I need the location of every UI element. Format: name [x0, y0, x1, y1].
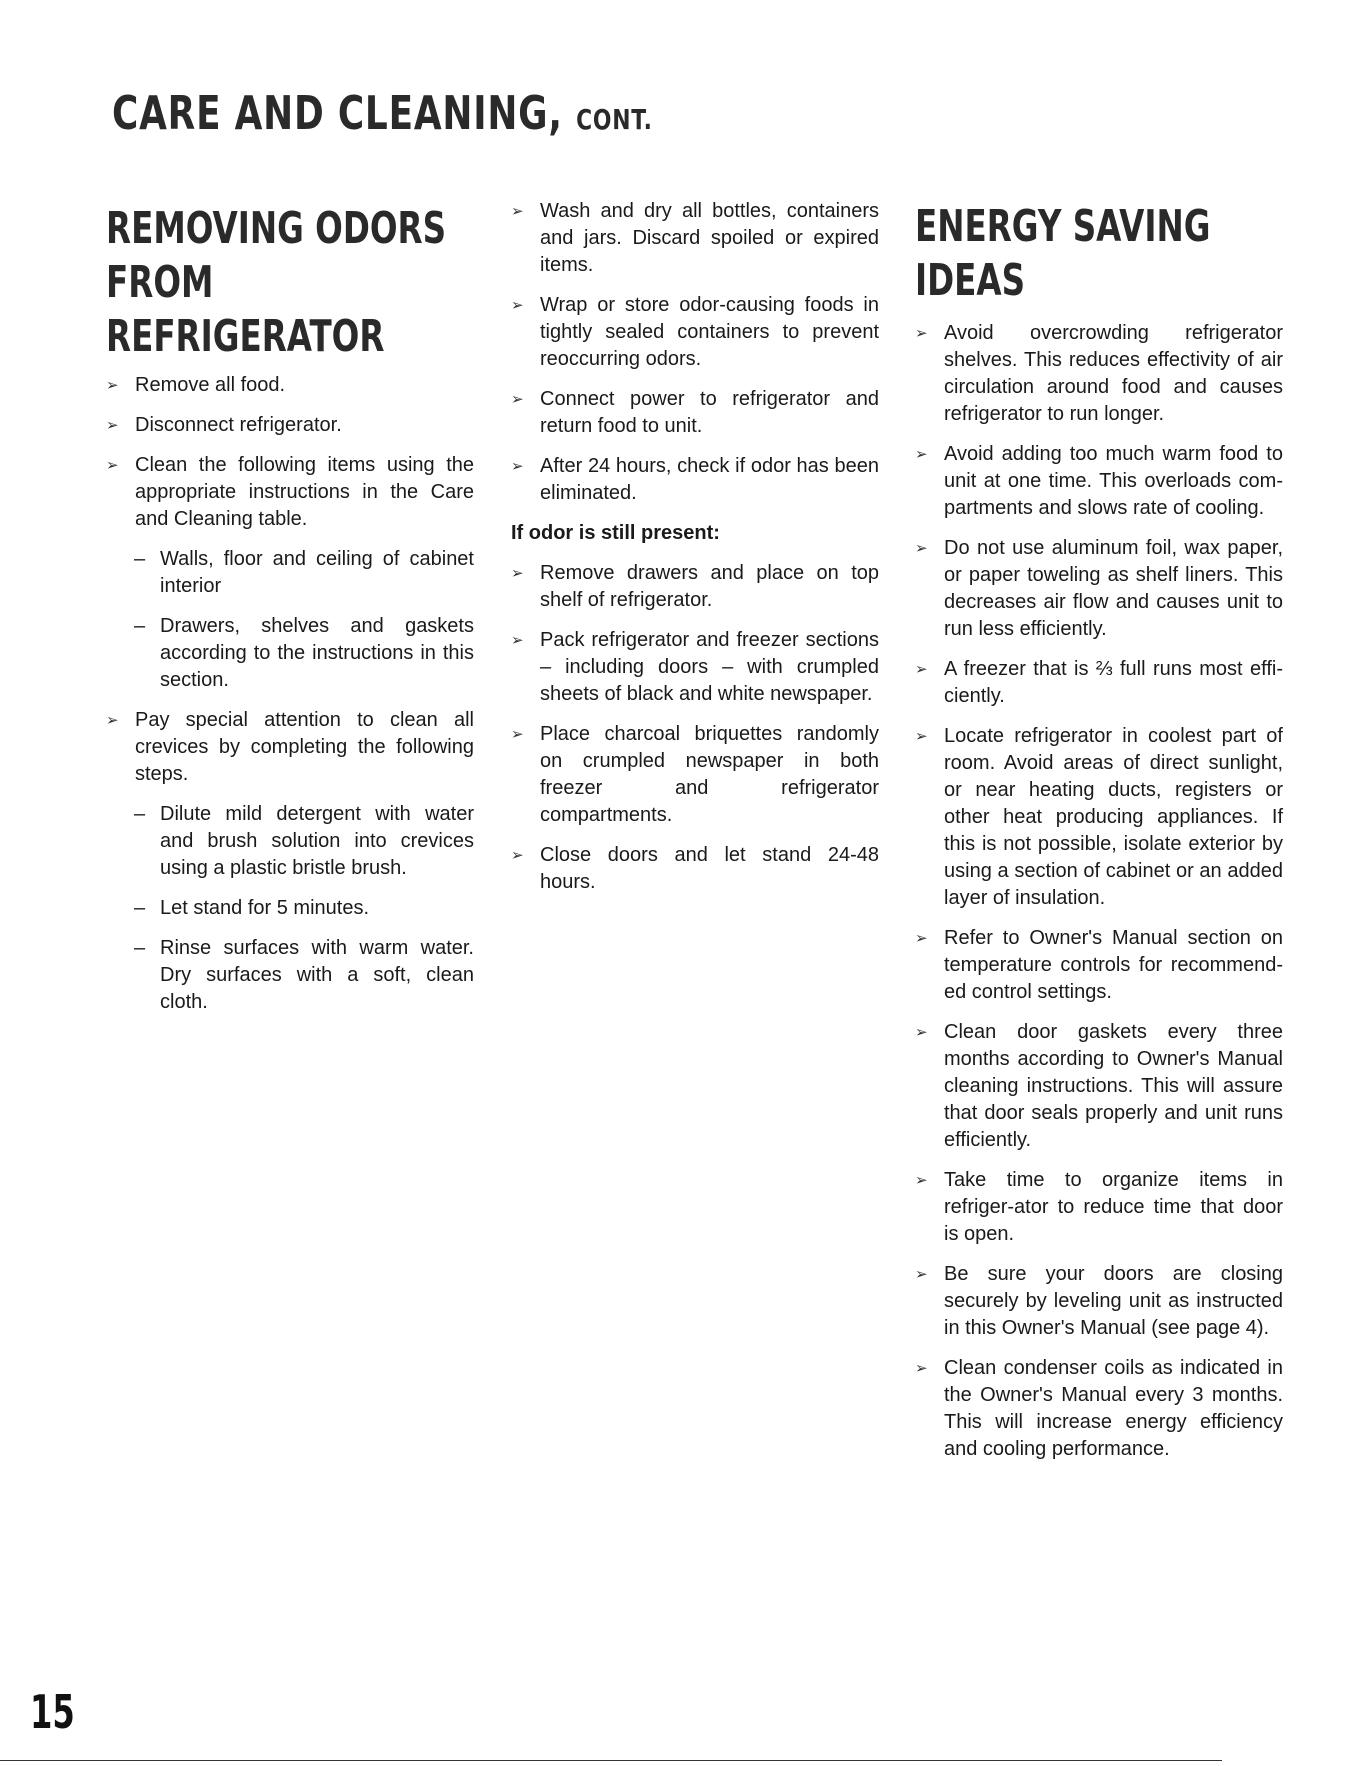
dash-icon: – — [134, 548, 146, 570]
odor-steps-list — [511, 198, 879, 507]
list-item — [106, 452, 474, 533]
arrow-bullet-icon: ➢ — [915, 728, 928, 745]
arrow-bullet-icon: ➢ — [106, 457, 119, 474]
arrow-bullet-icon: ➢ — [915, 1024, 928, 1041]
bottom-rule — [0, 1760, 1222, 1761]
list-item-text: Drawers, shelves and gaskets according to the instructions in this section. — [160, 615, 474, 691]
list-item — [106, 412, 474, 439]
arrow-bullet-icon: ➢ — [511, 458, 524, 475]
list-item-text: Walls, floor and ceiling of cabinet interior — [160, 548, 474, 597]
list-item — [915, 441, 1283, 522]
list-item-text: Locate refrigerator in coolest part of room. Avoid areas of direct sunlight, or near heating ducts, registers or other heat producing appliances. If this is not possible, isolate exterior by using a section of cabinet or an added layer of insulation. — [944, 725, 1283, 909]
removing-odors-heading: REMOVING ODORS FROM REFRIGERATOR — [106, 203, 447, 362]
sub-list-item — [106, 895, 474, 922]
arrow-bullet-icon: ➢ — [106, 377, 119, 394]
list-item-text: Connect power to refrigerator and return food to unit. — [540, 388, 879, 437]
arrow-bullet-icon: ➢ — [915, 1360, 928, 1377]
list-item — [511, 627, 879, 708]
list-item-text: Disconnect refrigerator. — [135, 414, 342, 436]
removing-odors-list — [106, 372, 474, 1016]
page-number: 15 — [30, 1685, 75, 1739]
list-item — [511, 198, 879, 279]
list-item-text: Dilute mild detergent with water and brush solution into crevices using a plastic bristle brush. — [160, 803, 474, 879]
dash-icon: – — [134, 937, 146, 959]
odor-still-present-list — [511, 560, 879, 896]
odor-still-present-subheading: If odor is still present: — [511, 522, 720, 544]
sub-list-item — [106, 935, 474, 1016]
list-item-text: Let stand for 5 minutes. — [160, 897, 370, 919]
list-item — [915, 535, 1283, 643]
arrow-bullet-icon: ➢ — [106, 712, 119, 729]
page-title-main: CARE AND CLEANING, — [112, 86, 563, 140]
arrow-bullet-icon: ➢ — [915, 446, 928, 463]
page-title-cont: CONT. — [576, 103, 653, 136]
arrow-bullet-icon: ➢ — [915, 1172, 928, 1189]
page-title — [112, 86, 653, 140]
list-item — [511, 453, 879, 507]
list-item-text: Remove drawers and place on top shelf of refrigerator. — [540, 562, 879, 611]
list-item — [915, 925, 1283, 1006]
list-item-text: Do not use aluminum foil, wax paper, or paper toweling as shelf liners. This decreases air flow and causes unit to run less efficiently. — [944, 537, 1283, 640]
arrow-bullet-icon: ➢ — [511, 203, 524, 220]
arrow-bullet-icon: ➢ — [511, 391, 524, 408]
arrow-bullet-icon: ➢ — [915, 1266, 928, 1283]
list-item-text: Rinse surfaces with warm water. Dry surfaces with a soft, clean cloth. — [160, 937, 474, 1013]
sub-list-item — [106, 613, 474, 694]
list-item-text: Refer to Owner's Manual section on temperature controls for recommend-ed control settings. — [944, 927, 1283, 1003]
list-item-text: Place charcoal briquettes randomly on crumpled newspaper in both freezer and refrigerator compartments. — [540, 723, 879, 826]
dash-icon: – — [134, 897, 146, 919]
list-item-text: Take time to organize items in refriger-ator to reduce time that door is open. — [944, 1169, 1283, 1245]
arrow-bullet-icon: ➢ — [511, 847, 524, 864]
list-item — [915, 1019, 1283, 1154]
list-item-text: Avoid adding too much warm food to unit at one time. This overloads com-partments and slows rate of cooling. — [944, 443, 1283, 519]
dash-icon: – — [134, 615, 146, 637]
arrow-bullet-icon: ➢ — [511, 726, 524, 743]
list-item-text: Clean condenser coils as indicated in the Owner's Manual every 3 months. This will increase energy efficiency and cooling performance. — [944, 1357, 1283, 1460]
list-item — [915, 1261, 1283, 1342]
energy-saving-list — [915, 320, 1283, 1463]
arrow-bullet-icon: ➢ — [106, 417, 119, 434]
list-item — [106, 707, 474, 788]
list-item-text: Pack refrigerator and freezer sections – including doors – with crumpled sheets of black and white newspaper. — [540, 629, 879, 705]
arrow-bullet-icon: ➢ — [915, 540, 928, 557]
sub-list-item — [106, 801, 474, 882]
list-item-text: Clean the following items using the appropriate instructions in the Care and Cleaning table. — [135, 454, 474, 530]
list-item-text: After 24 hours, check if odor has been eliminated. — [540, 455, 879, 504]
sub-list-item — [106, 546, 474, 600]
list-item-text: Pay special attention to clean all crevices by completing the following steps. — [135, 709, 474, 785]
list-item-text: Wrap or store odor-causing foods in tightly sealed containers to prevent reoccurring odors. — [540, 294, 879, 370]
list-item-text: Remove all food. — [135, 374, 286, 396]
list-item — [511, 721, 879, 829]
arrow-bullet-icon: ➢ — [511, 632, 524, 649]
list-item-text: Avoid overcrowding refrigerator shelves. This reduces effectivity of air circulation around food and causes refrigerator to run longer. — [944, 322, 1283, 425]
arrow-bullet-icon: ➢ — [915, 325, 928, 342]
list-item — [106, 372, 474, 399]
list-item — [915, 320, 1283, 428]
list-item — [915, 1355, 1283, 1463]
list-item-text: Be sure your doors are closing securely by leveling unit as instructed in this Owner's Manual (see page 4). — [944, 1263, 1283, 1339]
arrow-bullet-icon: ➢ — [915, 661, 928, 678]
dash-icon: – — [134, 803, 146, 825]
list-item-text: A freezer that is ⅔ full runs most effi-ciently. — [944, 658, 1283, 707]
list-item — [915, 723, 1283, 912]
list-item — [915, 656, 1283, 710]
energy-saving-column — [915, 200, 1283, 1476]
list-item-text: Wash and dry all bottles, containers and jars. Discard spoiled or expired items. — [540, 200, 879, 276]
list-item — [511, 560, 879, 614]
list-item-text: Close doors and let stand 24-48 hours. — [540, 844, 879, 893]
list-item-text: Clean door gaskets every three months according to Owner's Manual cleaning instructions. This will assure that door seals properly and unit runs efficiently. — [944, 1021, 1283, 1151]
arrow-bullet-icon: ➢ — [511, 297, 524, 314]
arrow-bullet-icon: ➢ — [511, 565, 524, 582]
removing-odors-column — [106, 200, 474, 1029]
list-item — [511, 842, 879, 896]
energy-saving-heading: ENERGY SAVING IDEAS — [915, 201, 1211, 306]
list-item — [511, 386, 879, 440]
odor-steps-column — [511, 198, 879, 909]
list-item — [511, 292, 879, 373]
list-item — [915, 1167, 1283, 1248]
arrow-bullet-icon: ➢ — [915, 930, 928, 947]
